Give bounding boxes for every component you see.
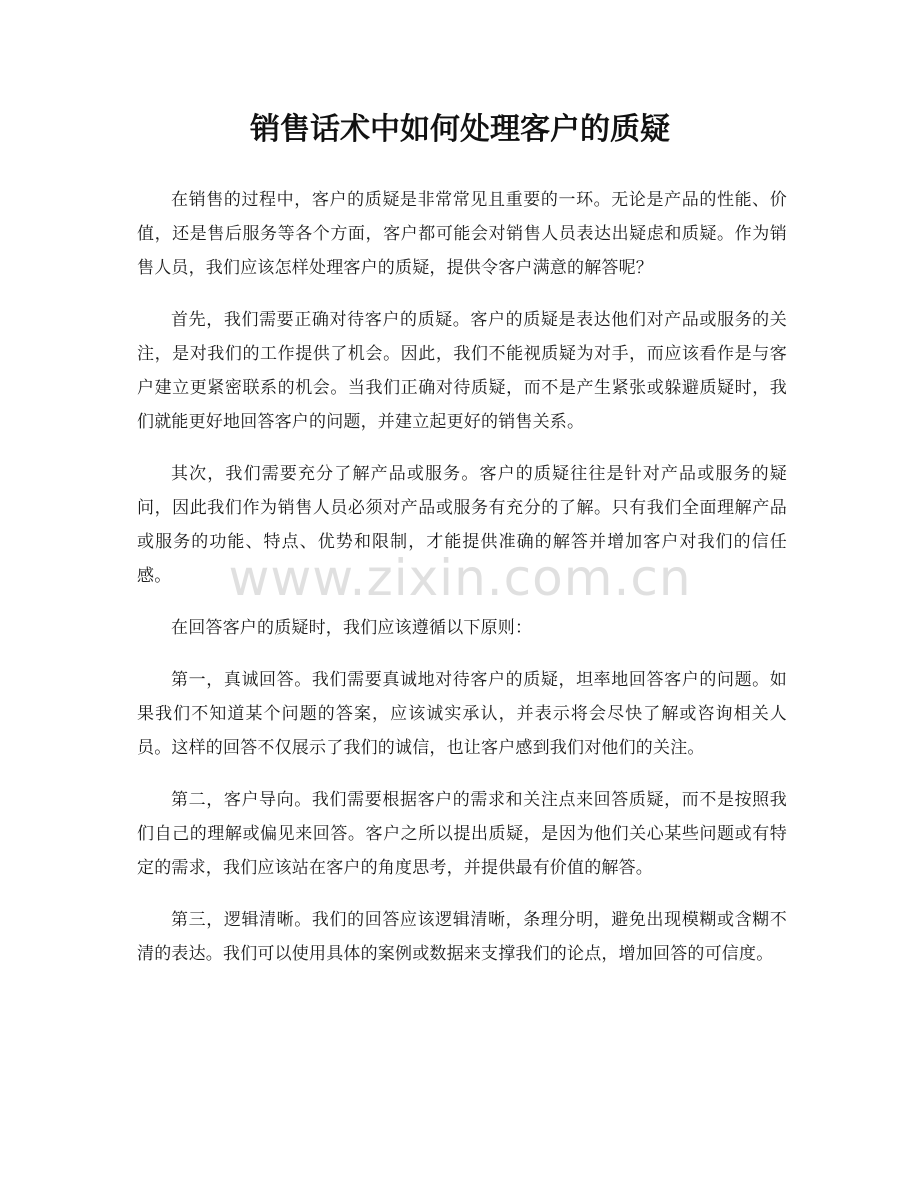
paragraph-intro: 在销售的过程中，客户的质疑是非常常见且重要的一环。无论是产品的性能、价值，还是售后服务等各个方面，客户都可能会对销售人员表达出疑虑和质疑。作为销售人员，我们应该怎样处理客户的质疑，提供令客户满意的解答呢？: [137, 190, 787, 278]
paragraph-principle-3: 第三，逻辑清晰。我们的回答应该逻辑清晰，条理分明，避免出现模糊或含糊不清的表达。我们可以使用具体的案例或数据来支撑我们的论点，增加回答的可信度。: [137, 910, 787, 964]
paragraph-principle-2: 第二，客户导向。我们需要根据客户的需求和关注点来回答质疑，而不是按照我们自己的理解或偏见来回答。客户之所以提出质疑，是因为他们关心某些问题或有特定的需求，我们应该站在客户的角度思考，并提供最有价值的解答。: [137, 790, 787, 878]
watermark: www.zixin.com.cn: [228, 549, 692, 607]
paragraph-first: 首先，我们需要正确对待客户的质疑。客户的质疑是表达他们对产品或服务的关注，是对我们的工作提供了机会。因此，我们不能视质疑为对手，而应该看作是与客户建立更紧密联系的机会。当我们正确对待质疑，而不是产生紧张或躲避质疑时，我们就能更好地回答客户的问题，并建立起更好的销售关系。: [137, 310, 787, 432]
paragraph-principle-1: 第一，真诚回答。我们需要真诚地对待客户的质疑，坦率地回答客户的问题。如果我们不知道某个问题的答案，应该诚实承认，并表示将会尽快了解或咨询相关人员。这样的回答不仅展示了我们的诚信，也让客户感到我们对他们的关注。: [137, 670, 787, 758]
page-title: 销售话术中如何处理客户的质疑: [250, 112, 670, 147]
paragraph-principles-intro: 在回答客户的质疑时，我们应该遵循以下原则：: [171, 618, 533, 638]
paragraph-second: 其次，我们需要充分了解产品或服务。客户的质疑往往是针对产品或服务的疑问，因此我们作为销售人员必须对产品或服务有充分的了解。只有我们全面理解产品或服务的功能、特点、优势和限制，才能提供准确的解答并增加客户对我们的信任感。: [137, 464, 787, 586]
document-body: [137, 183, 787, 989]
